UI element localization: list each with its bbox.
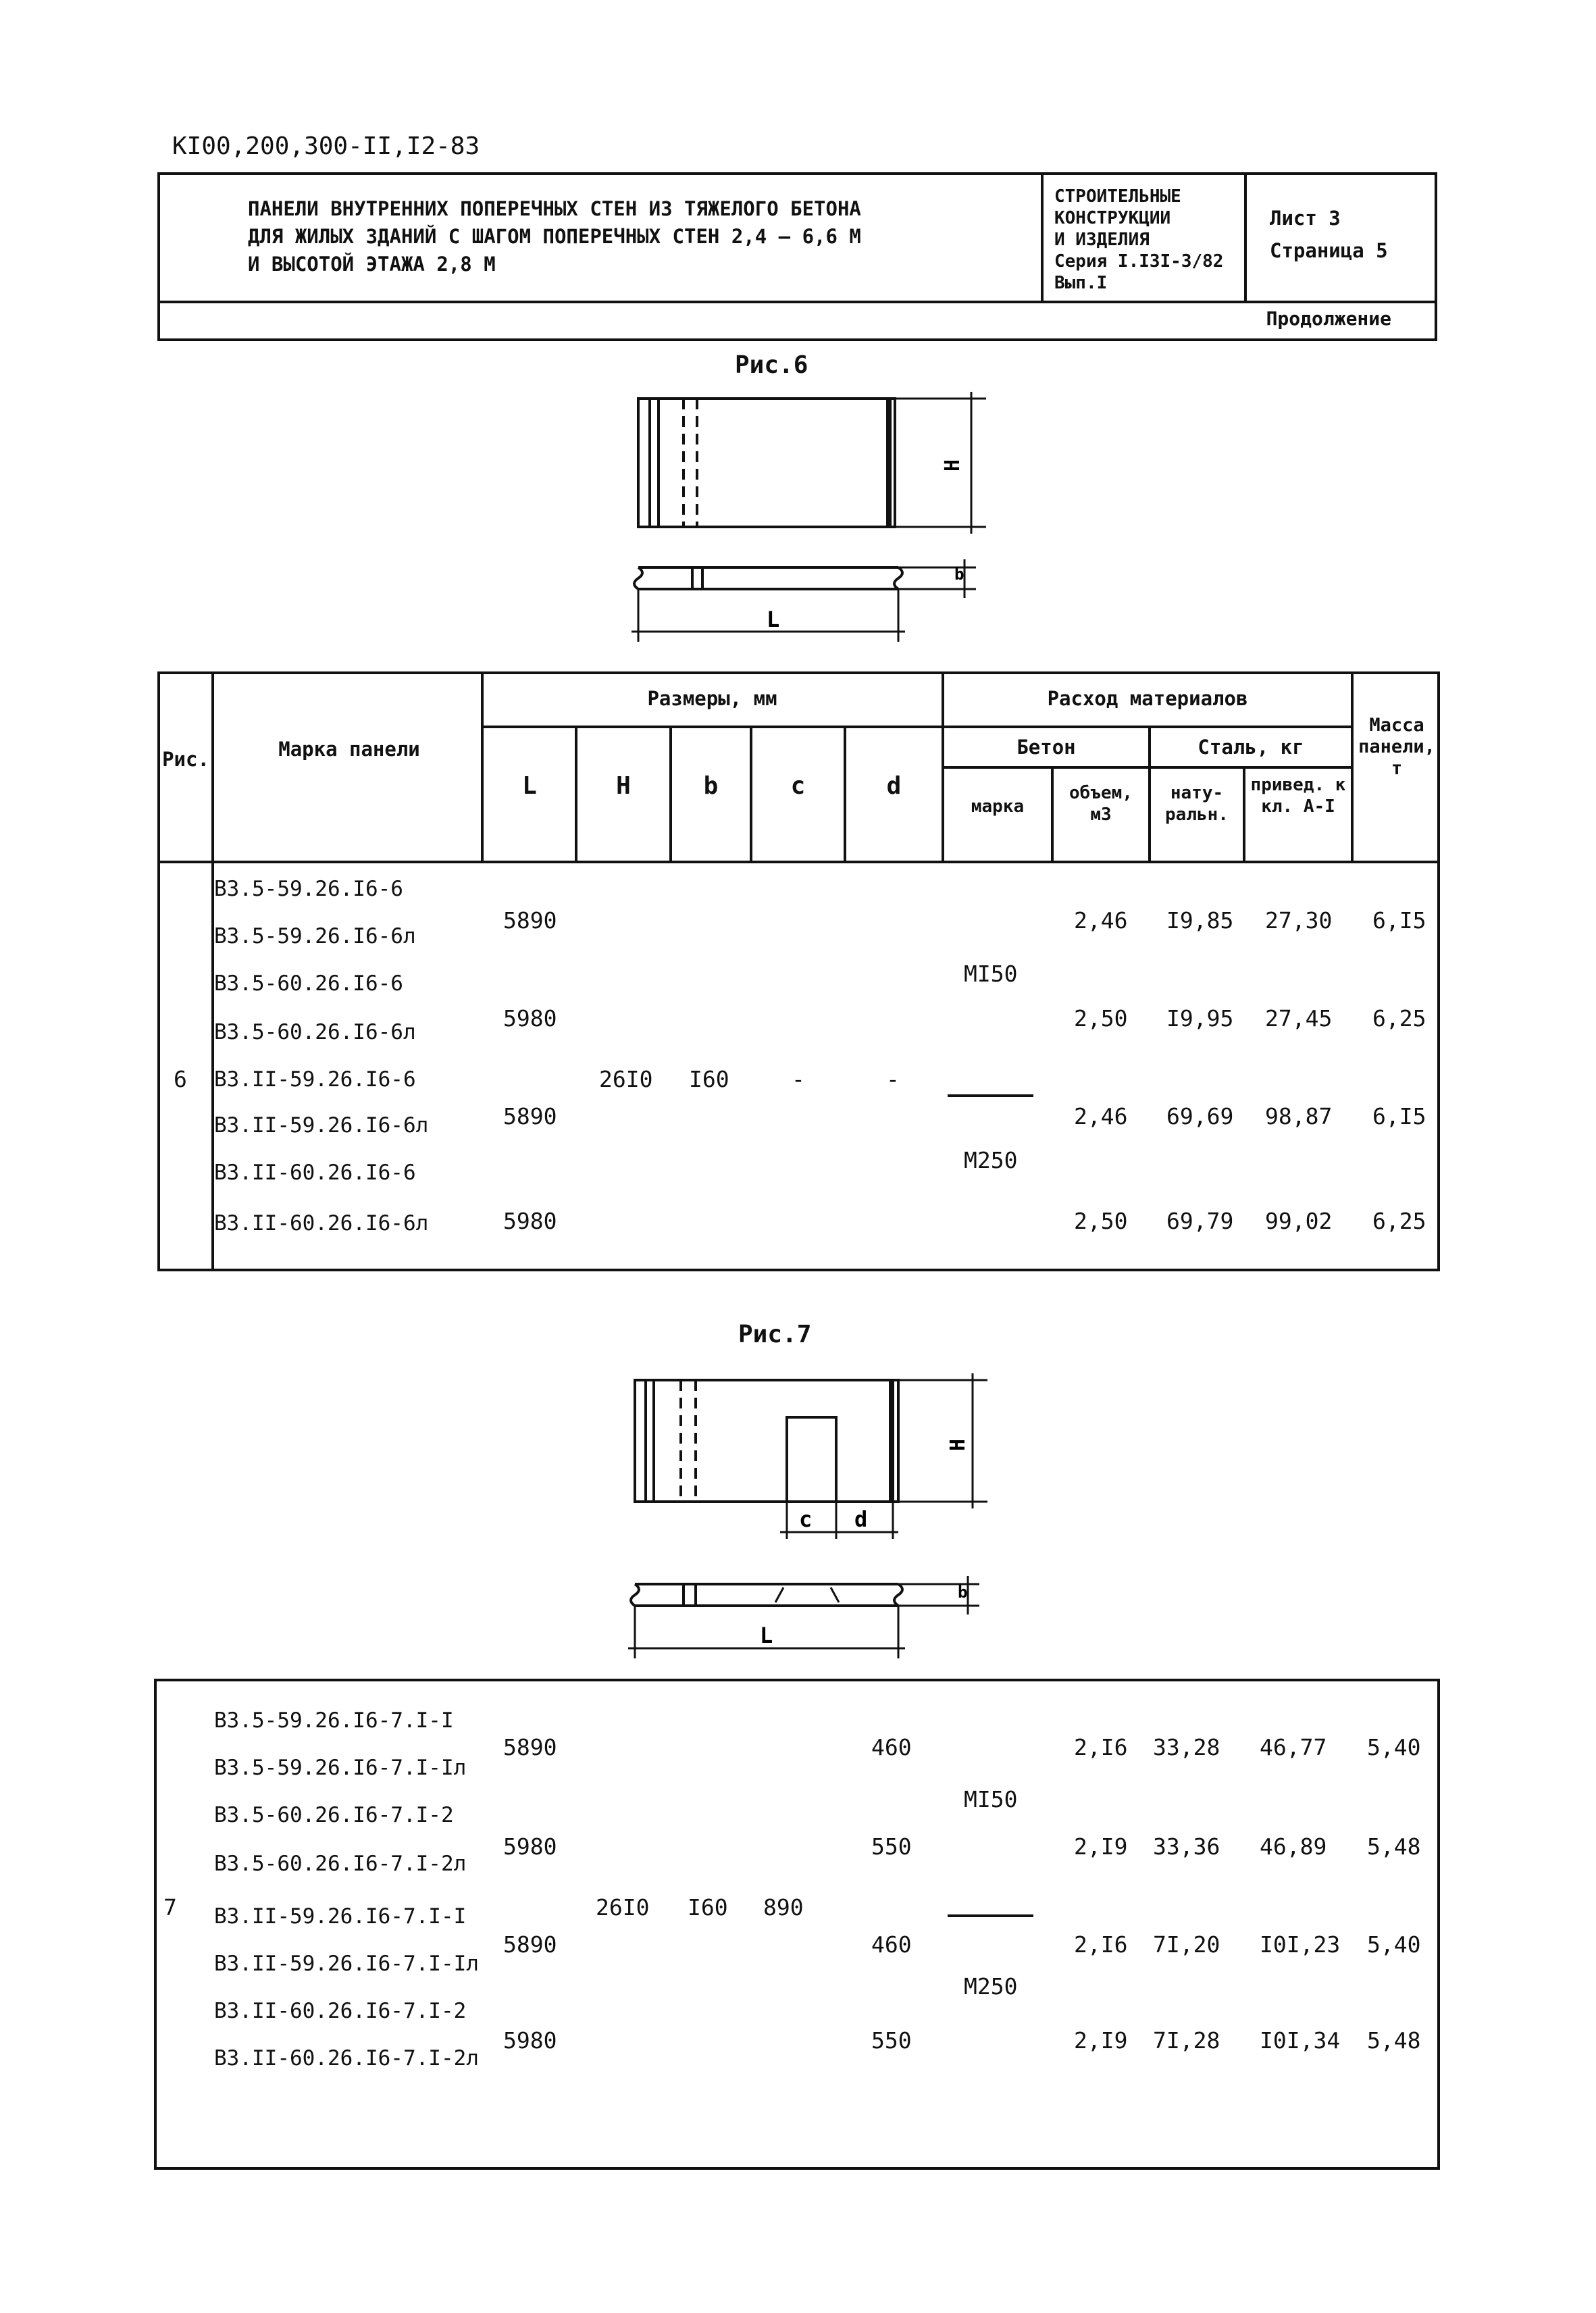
- cell-c: 890: [763, 1894, 804, 1921]
- header-b: b: [703, 772, 719, 800]
- cell-natural: 33,28: [1153, 1734, 1220, 1760]
- fig7-label-L: L: [760, 1623, 773, 1648]
- cell-mass: 6,25: [1372, 1005, 1426, 1032]
- cell-concrete-grade: М250: [964, 1973, 1018, 2000]
- figure-6-caption: Рис.6: [735, 351, 808, 379]
- panel-mark: В3.5-59.26.I6-7.I-Iл: [214, 1756, 467, 1780]
- cell-reduced: 99,02: [1265, 1208, 1333, 1234]
- cell-reduced: 46,77: [1260, 1734, 1327, 1760]
- header-d: d: [886, 772, 902, 800]
- header-mark: Марка панели: [278, 738, 420, 761]
- cell-L: 5890: [503, 907, 557, 934]
- cell-L: 5890: [503, 1103, 557, 1129]
- fig6-label-L: L: [767, 607, 780, 632]
- cell-volume: 2,50: [1074, 1208, 1128, 1234]
- header-concrete: Бетон: [1016, 736, 1076, 759]
- panel-mark: В3.II-60.26.I6-7.I-2л: [214, 2046, 479, 2070]
- header-steel: Сталь, кг: [1198, 736, 1304, 759]
- panel-mark: В3.5-60.26.I6-7.I-2л: [214, 1852, 467, 1876]
- cell-reduced: 27,30: [1265, 907, 1333, 934]
- page-number: Страница 5: [1270, 239, 1388, 262]
- fig7-label-d: d: [854, 1506, 868, 1532]
- cell-d: -: [886, 1066, 900, 1092]
- figure-7-caption: Рис.7: [738, 1321, 812, 1348]
- cell-L: 5980: [503, 1833, 557, 1860]
- table-fig7: [154, 1679, 1440, 2170]
- fig6-label-b: b: [954, 565, 964, 584]
- header-fig: Рис.: [162, 748, 209, 771]
- cell-c: -: [792, 1066, 805, 1092]
- panel-mark: В3.II-59.26.I6-6л: [214, 1113, 429, 1138]
- panel-mark: В3.II-59.26.I6-6: [214, 1067, 416, 1092]
- cell-b: I60: [689, 1066, 729, 1092]
- cell-mass: 5,48: [1367, 1833, 1421, 1860]
- cell-mass: 5,40: [1367, 1931, 1421, 1958]
- panel-mark: В3.II-60.26.I6-6л: [214, 1211, 429, 1236]
- document-title: ПАНЕЛИ ВНУТРЕННИХ ПОПЕРЕЧНЫХ СТЕН ИЗ ТЯЖЕЛОГО БЕТОНА ДЛЯ ЖИЛЫХ ЗДАНИЙ С ШАГОМ ПОПЕРЕЧНЫХ СТЕН 2,4 — 6,6 М И ВЫСОТОЙ ЭТАЖА 2,8 М: [248, 197, 861, 276]
- cell-volume: 2,I9: [1074, 1833, 1128, 1860]
- fig7-label-c: c: [799, 1506, 813, 1532]
- cell-d: 460: [871, 1734, 912, 1760]
- header-H: H: [616, 772, 631, 800]
- continuation-label: Продолжение: [1266, 307, 1391, 330]
- cell-L: 5890: [503, 1734, 557, 1760]
- header-volume: объем, м3: [1069, 783, 1133, 825]
- cell-natural: I9,95: [1166, 1005, 1234, 1032]
- header-L: L: [522, 772, 537, 800]
- cell-volume: 2,50: [1074, 1005, 1128, 1032]
- cell-concrete-grade: М250: [964, 1147, 1018, 1173]
- cell-natural: I9,85: [1166, 907, 1234, 934]
- cell-mass: 5,48: [1367, 2027, 1421, 2054]
- panel-mark: В3.5-60.26.I6-7.I-2: [214, 1803, 454, 1827]
- cell-reduced: 46,89: [1260, 1833, 1327, 1860]
- cell-natural: 7I,28: [1153, 2027, 1220, 2054]
- fig7-label-H: H: [946, 1438, 970, 1451]
- header-reduced: привед. к кл. А-I: [1250, 775, 1346, 817]
- cell-mass: 5,40: [1367, 1734, 1421, 1760]
- cell-mass: 6,I5: [1372, 907, 1426, 934]
- cell-H: 26I0: [596, 1894, 650, 1921]
- header-materials: Расход материалов: [1047, 687, 1248, 710]
- cell-reduced: I0I,23: [1260, 1931, 1341, 1958]
- sheet-number: Лист 3: [1270, 207, 1341, 230]
- cell-volume: 2,I9: [1074, 2027, 1128, 2054]
- cell-reduced: 27,45: [1265, 1005, 1333, 1032]
- header-dims: Размеры, мм: [647, 687, 777, 710]
- cell-volume: 2,I6: [1074, 1931, 1128, 1958]
- panel-mark: В3.II-59.26.I6-7.I-Iл: [214, 1952, 479, 1976]
- cell-concrete-grade: МI50: [964, 961, 1018, 987]
- cell-natural: 33,36: [1153, 1833, 1220, 1860]
- panel-mark: В3.II-59.26.I6-7.I-I: [214, 1904, 467, 1929]
- document-code: KI00,200,300-II,I2-83: [172, 132, 480, 160]
- header-natural: нату- ральн.: [1165, 783, 1229, 825]
- panel-mark: В3.II-60.26.I6-6: [214, 1161, 416, 1185]
- cell-natural: 7I,20: [1153, 1931, 1220, 1958]
- cell-volume: 2,46: [1074, 907, 1128, 934]
- cell-reduced: 98,87: [1265, 1103, 1333, 1129]
- fig-number: 7: [163, 1894, 177, 1921]
- header-mass: Масса панели, т: [1358, 715, 1435, 779]
- cell-natural: 69,69: [1166, 1103, 1234, 1129]
- header-c: c: [790, 772, 806, 800]
- fig6-label-H: H: [941, 459, 964, 472]
- cell-L: 5980: [503, 2027, 557, 2054]
- fig-number: 6: [174, 1066, 187, 1092]
- panel-mark: В3.5-59.26.I6-7.I-I: [214, 1708, 454, 1733]
- series-block: СТРОИТЕЛЬНЫЕ КОНСТРУКЦИИ И ИЗДЕЛИЯ Серия I.I3I-3/82 Вып.I: [1054, 186, 1224, 293]
- cell-mass: 6,25: [1372, 1208, 1426, 1234]
- fig7-label-b: b: [958, 1583, 968, 1602]
- panel-mark: В3.5-59.26.I6-6: [214, 877, 403, 901]
- cell-d: 460: [871, 1931, 912, 1958]
- cell-mass: 6,I5: [1372, 1103, 1426, 1129]
- cell-H: 26I0: [599, 1066, 653, 1092]
- panel-mark: В3.5-60.26.I6-6л: [214, 1020, 416, 1044]
- cell-volume: 2,I6: [1074, 1734, 1128, 1760]
- cell-d: 550: [871, 1833, 912, 1860]
- cell-b: I60: [688, 1894, 728, 1921]
- header-conc-mark: марка: [971, 796, 1025, 817]
- cell-L: 5980: [503, 1005, 557, 1032]
- cell-reduced: I0I,34: [1260, 2027, 1341, 2054]
- cell-volume: 2,46: [1074, 1103, 1128, 1129]
- cell-L: 5980: [503, 1208, 557, 1234]
- cell-natural: 69,79: [1166, 1208, 1234, 1234]
- panel-mark: В3.5-60.26.I6-6: [214, 971, 403, 996]
- cell-concrete-grade: МI50: [964, 1786, 1018, 1812]
- cell-d: 550: [871, 2027, 912, 2054]
- panel-mark: В3.II-60.26.I6-7.I-2: [214, 1999, 467, 2023]
- cell-L: 5890: [503, 1931, 557, 1958]
- panel-mark: В3.5-59.26.I6-6л: [214, 924, 416, 948]
